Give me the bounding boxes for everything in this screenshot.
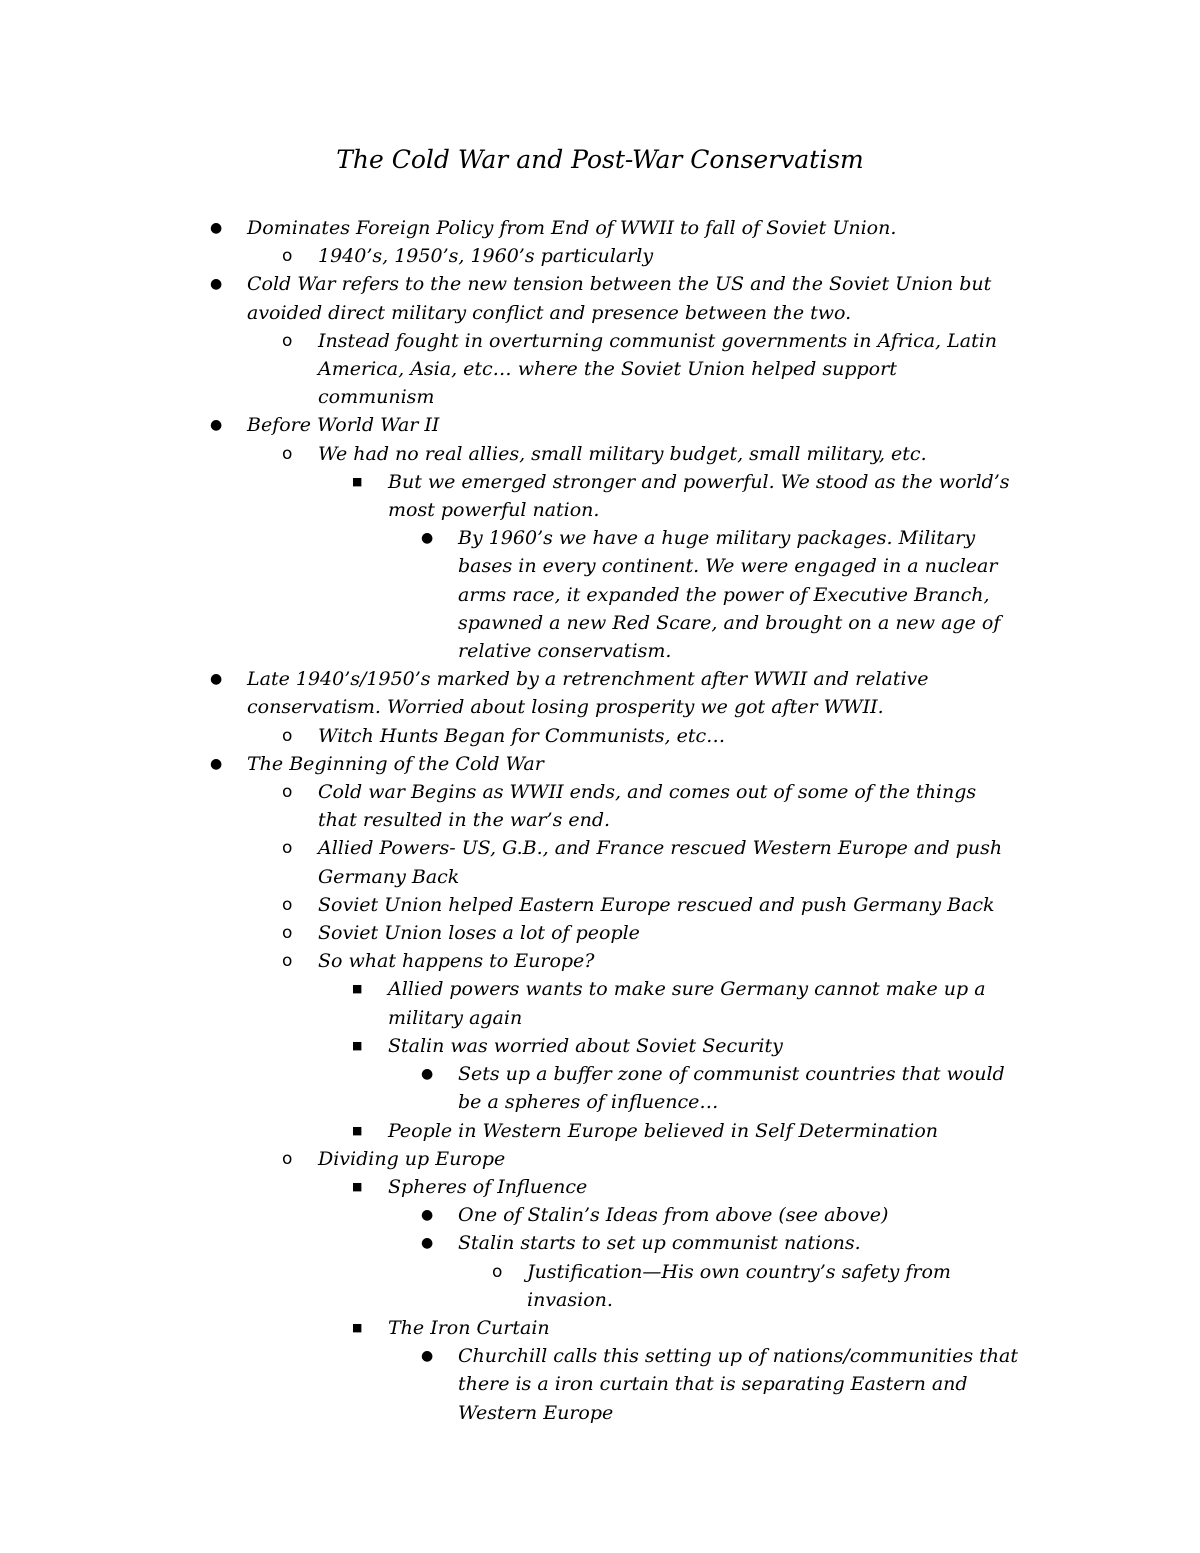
- outline-item-level-3: [0, 975, 1200, 1031]
- bullet-marker: ■: [352, 1038, 363, 1052]
- outline-item-level-2: [0, 947, 1200, 975]
- outline-item-text: But we emerged stronger and powerful. We stood as the world’s most powerful nation.: [388, 470, 1010, 522]
- outline-item-text: We had no real allies, small military budget, small military, etc.: [318, 442, 927, 465]
- outline-item-level-2: [0, 722, 1200, 750]
- bullet-marker: o: [282, 894, 293, 915]
- outline-item-level-2: [0, 327, 1200, 412]
- outline-item-text: Justification—His own country’s safety from invasion.: [527, 1260, 951, 1311]
- outline-item-level-1: [0, 214, 1200, 242]
- bullet-marker: o: [282, 330, 293, 351]
- bullet-marker: ●: [421, 1207, 434, 1224]
- outline-item-text: Late 1940’s/1950’s marked by a retrenchment after WWII and relative conservatism. Worried about losing prosperity we got after WWII.: [247, 668, 929, 719]
- bullet-marker: o: [282, 838, 293, 859]
- bullet-marker: ●: [210, 276, 223, 293]
- bullet-outline: [0, 214, 1200, 1427]
- outline-item-text: Soviet Union loses a lot of people: [318, 922, 640, 945]
- outline-item-level-1: [0, 270, 1200, 326]
- bullet-marker: o: [282, 725, 293, 746]
- outline-item-text: Churchill calls this setting up of nations/communities that there is a iron curtain that is separating Eastern and Western Europe: [458, 1345, 1018, 1424]
- outline-item-text: Cold war Begins as WWII ends, and comes out of some of the things that resulted in the war’s end.: [318, 781, 977, 832]
- outline-item-level-2: [0, 891, 1200, 919]
- bullet-marker: o: [282, 923, 293, 944]
- outline-item-text: 1940’s, 1950’s, 1960’s particularly: [318, 245, 654, 268]
- outline-item-text: Spheres of Influence: [388, 1175, 588, 1198]
- bullet-marker: o: [282, 782, 293, 803]
- bullet-marker: ■: [352, 1179, 363, 1193]
- outline-item-text: By 1960’s we have a huge military packages. Military bases in every continent. We were engaged in a nuclear arms race, it expanded the power of Executive Branch, spawned a new Red Scare, and brought on a new age of relative conservatism.: [458, 527, 1001, 663]
- document-title: The Cold War and Post-War Conservatism: [336, 145, 864, 174]
- bullet-marker: ■: [352, 1320, 363, 1334]
- bullet-marker: ■: [352, 474, 363, 488]
- bullet-marker: ●: [421, 1348, 434, 1365]
- outline-item-text: Stalin was worried about Soviet Security: [388, 1034, 783, 1057]
- outline-item-text: People in Western Europe believed in Self Determination: [388, 1119, 939, 1142]
- bullet-marker: ●: [210, 220, 223, 236]
- outline-item-text: One of Stalin’s Ideas from above (see above): [458, 1204, 889, 1227]
- outline-item-level-4: [0, 1060, 1200, 1116]
- outline-item-level-3: [0, 468, 1200, 524]
- outline-item-level-1: [0, 750, 1200, 778]
- outline-item-level-1: [0, 411, 1200, 439]
- outline-item-text: Cold War refers to the new tension between the US and the Soviet Union but avoided direct military conflict and presence between the two.: [247, 273, 992, 324]
- outline-item-text: Witch Hunts Began for Communists, etc…: [318, 724, 726, 747]
- outline-item-text: Allied powers wants to make sure Germany cannot make up a military again: [388, 978, 986, 1029]
- outline-item-level-4: [0, 1229, 1200, 1257]
- outline-item-text: So what happens to Europe?: [318, 950, 595, 973]
- bullet-marker: o: [282, 951, 293, 972]
- outline-item-text: Instead fought in overturning communist governments in Africa, Latin America, Asia, etc… where the Soviet Union helped support communism: [318, 329, 998, 409]
- bullet-marker: ■: [352, 1123, 363, 1137]
- bullet-marker: o: [282, 1148, 293, 1169]
- bullet-marker: ●: [210, 755, 223, 772]
- outline-item-text: Sets up a buffer zone of communist countries that would be a spheres of influence…: [458, 1063, 1005, 1114]
- bullet-marker: o: [282, 443, 293, 464]
- outline-item-level-2: [0, 1145, 1200, 1173]
- outline-item-level-5: [0, 1258, 1200, 1314]
- outline-item-level-3: [0, 1173, 1200, 1201]
- outline-item-text: Dividing up Europe: [318, 1147, 506, 1170]
- outline-item-level-3: [0, 1314, 1200, 1342]
- outline-item-text: Dominates Foreign Policy from End of WWII to fall of Soviet Union.: [247, 217, 897, 239]
- outline-item-level-4: [0, 1342, 1200, 1427]
- bullet-marker: o: [492, 1261, 503, 1282]
- bullet-marker: ●: [210, 417, 223, 434]
- outline-item-text: The Iron Curtain: [388, 1316, 550, 1339]
- outline-item-level-2: [0, 242, 1200, 270]
- outline-item-level-4: [0, 524, 1200, 665]
- bullet-marker: ●: [421, 1066, 434, 1083]
- outline-item-text: Soviet Union helped Eastern Europe rescued and push Germany Back: [318, 893, 995, 916]
- outline-item-level-3: [0, 1032, 1200, 1060]
- outline-item-level-2: [0, 834, 1200, 890]
- outline-item-level-2: [0, 778, 1200, 834]
- outline-item-text: Allied Powers- US, G.B., and France rescued Western Europe and push Germany Back: [318, 837, 1003, 888]
- outline-item-level-3: [0, 1117, 1200, 1145]
- bullet-marker: ●: [210, 671, 223, 688]
- outline-item-level-1: [0, 665, 1200, 721]
- outline-item-text: Stalin starts to set up communist nations.: [458, 1232, 861, 1255]
- outline-item-level-2: [0, 919, 1200, 947]
- outline-item-text: Before World War II: [247, 414, 440, 437]
- bullet-marker: o: [282, 246, 293, 267]
- bullet-marker: ●: [421, 530, 434, 547]
- outline-item-text: The Beginning of the Cold War: [247, 752, 544, 775]
- bullet-marker: ●: [421, 1235, 434, 1252]
- bullet-marker: ■: [352, 982, 363, 996]
- outline-item-level-4: [0, 1201, 1200, 1229]
- outline-item-level-2: [0, 440, 1200, 468]
